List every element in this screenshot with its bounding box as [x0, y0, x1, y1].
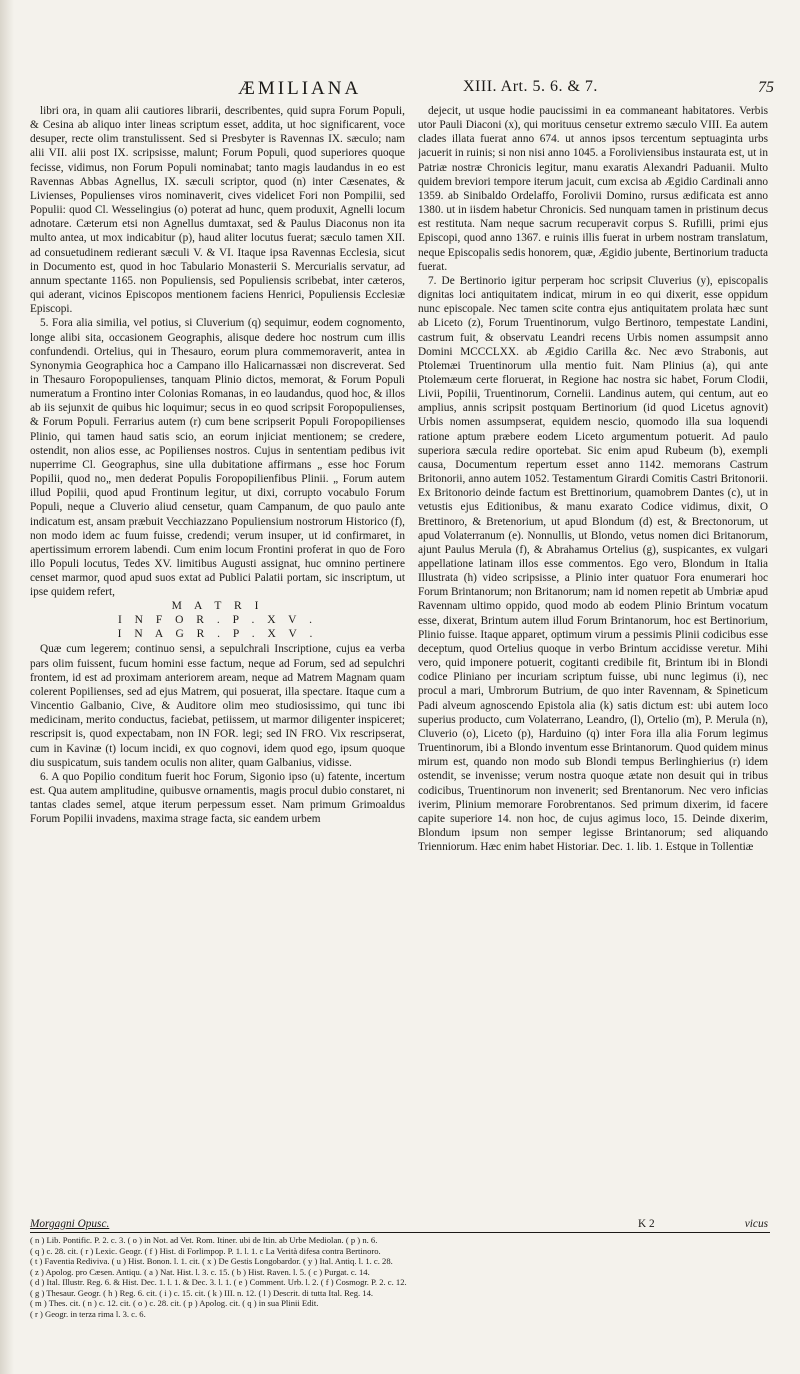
footnote-rule	[30, 1232, 770, 1233]
running-head	[30, 78, 800, 102]
footnote-line: ( r ) Geogr. in terza rima l. 3. c. 6.	[30, 1308, 146, 1319]
footnote-line: ( n ) Lib. Pontific. P. 2. c. 3. ( o ) in Not. ad Vet. Rom. Itiner. ubi de Itin. ab Urbe Mediolan. ( p ) n. 6.	[30, 1235, 378, 1245]
left-paragraph-4: 6. A quo Popilio conditum fuerit hoc Forum, Sigonio ipso (u) fatente, incertum est. Qua autem amplitudine, quibusve ornamentis, magis procul dubio constaret, ni tantas clades semel, atque iterum perpessum esset. Nam primum Grimoaldus Forum Popilii invadens, maxima strage facta, sic eandem urbem	[30, 770, 405, 826]
footnote-line: ( g ) Thesaur. Geogr. ( h ) Reg. 6. cit. ( i ) c. 15. cit. ( k ) III. n. 12. ( l ) Descrit. di tutta Ital. Reg. 14.	[30, 1287, 374, 1298]
left-column	[30, 104, 405, 1228]
page-number: 75	[758, 79, 774, 96]
inscription-line-2: I N F O R . P . X V .	[117, 614, 318, 627]
left-paragraph-2: 5. Fora alia similia, vel potius, si Cluverium (q) sequimur, eodem cognomento, longe alibi sita, occasionem Geographis, alisque dedere hoc nostrum cum illis confundendi. Ortelius, qui in Thesauro, eorum plura commemoraverit, antea in Synonymia Geographica hoc a Campano illo Halicarnassæi non discreverat. Sed in Thesauro Foropopulienses, tanquam Plinio dictos, memorat, & Forum Populi numeratum a Frontino inter Colonias Romanas, in eo laudandus, quod hoc, & illos ab iis sejunxit de quibus hic loquimur; secus in eo quod scripsit Foropopulienses, & Forum Populi. Ferrarius autem (r) cum bene scripserit Populi Foropopilienses Plinio, qui tamen haud satis scio, an eorum injiciat mentionem; se credere, ostendit, non alios esse, ac Popilienses nostros. Cujus in sententiam pedibus ivit nuperrime Cl. Geographus, sine ulla dubitatione affirmans „ esse hoc Forum Popilii, quod no„ men dederat Populis Foropopilienfibus Plinii. „ Forum autem illud Popilii, quod apud Frontinum legitur, ut dixi, corrupto vocabulo Forum Populi, neque a Cluverio aliud censetur, quam Campanum, de quo paulo ante indicatum est, ansam præbuit Vecchiazzano Populiensium nostrorum Historico (f), non modo idem ac fuum fuisse, credendi; verum insuper, ut id confirmaret, in apertissimum errorem labendi. Cum enim locum Frontini proferat in quo de Foro illo Populi locutus, Tedes XV. limitibus Augusti assignat, huc omnino pertinere censet marmor, quod apud suos extat ad Publici Palatii portam, sic inscriptum, ut ipse quidem refert,	[30, 317, 405, 599]
right-column	[418, 104, 768, 1228]
footnote-line: ( q ) c. 28. cit. ( r ) Lexic. Geogr. ( f ) Hist. di Forlimpop. P. 1. l. 1. c La Verità difesa contra Bertinoro.	[30, 1245, 381, 1256]
page-binding-shadow	[0, 0, 14, 1374]
footnote-line: ( z ) Apolog. pro Cæsen. Antiqu. ( a ) Nat. Hist. l. 3. c. 15. ( b ) Hist. Raven. l. 5. ( c ) Purgat. c. 14.	[30, 1266, 370, 1277]
catchword-line	[418, 1218, 768, 1232]
footnote-line: ( m ) Thes. cit. ( n ) c. 12. cit. ( o ) c. 28. cit. ( p ) Apolog. cit. ( q ) in sua Plinii Edit.	[30, 1298, 319, 1308]
footnotes	[30, 1235, 775, 1319]
running-head-title-left: ÆMILIANA	[238, 78, 362, 99]
footnote-line: ( t ) Faventia Rediviva. ( u ) Hist. Bonon. l. 1. cit. ( x ) De Gestis Longobardor. ( y ) Ital. Antiq. l. 1. c. 28.	[30, 1256, 393, 1266]
right-paragraph-2: 7. De Bertinorio igitur perperam hoc scripsit Cluverius (y), episcopalis dignitas loci antiquitatem indicat, mirum in eo qui dixerit, esse oppidum nunc episcopale. Nec tamen scite contra ejus antiquitatem prolata hæc sunt ab Liceto (z), Forum Truentinorum, vulgo Bertinoro, tempestate Landini, castrum fuit, & observatu Leandri recens Urbis nomen assumpsit anno Domini MCCCLXX. ab Ægidio Carilla &c. Nec ævo Strabonis, aut Ptolemæi Truentinorum ulla mentio fuit. Nam Plinius (a), qui ante Ptolemæum certe floruerat, in Regione hac nostra sic habet, Forum Clodii, Livii, Popilii, Truentinorum, Cornelii. Landinus autem, qui centum, aut eo amplius, annis scripsit postquam Bertinorium (id quod Licetus agnovit) Urbis nomen assumpserat, equidem nescio, quomodo illa sua loquendi ratione aptum præbere eodem Liceto argumentum potuerit. Ad paulo superiora sæcula redire oportebat. Sic enim apud Rubeum (b), exempli causa, Documentum repertum esset anno 1142. memorans Castrum Britonorii, anno autem 1052. Testamentum Girardi Comitis Castri Britonorii. Ex Britonorio deinde factum est Brettinorium, quamobrem Dantes (c), ut in vetustis ejus Editionibus, & manu exarato Codice vidimus, dixit, O Brettinoro, & Bretenorium, ut apud Blondum (d) est, & Brectonorum, ut apud Volaterranum (e). Nonnullis, ut Blondo, vetus nomen dici Britanorum, ajunt Paulus Merula (f), & Abrahamus Ortelius (g), suspicantes, ex vulgari appellatione latinam illos esse commentos. Ego vero, Blondum in Italia Illustrata (h) video scripsisse, a Plinio inter quatuor Fora enumerari hoc Forum Brintanorum; non Britanorum; nam id nomen repetit ab Umbriæ apud Ravennam ultimo oppido, quod modo ab eodem Plinio Brintum vocatum esse, dixerat, Brintum autem illud Forum Brintanorum, hoc est Bertinorium, Plinio fuisse. Itaque apparet, optimum virum a pessimis Plinii codicibus esse deceptum, quod Ortelius quoque in verbo Brintum accidisse veretur. Mihi vero, quid imponere potuerit, cogitanti credibile fit, Brintum ibi in Blondi codice Pliniano per incuriam scriptum fuisse, ubi nunc legimus (i), nec procul a mari, Umbrorum Butrium, de quo inter Ravennam, & Spineticum Padi alveum agnoscendo Epistola alia (k) satis dictum est: ubi autem loco superius producto, cum Volaterrano, Leandro, (l), Ortelio (m), P. Merula (n), Cluverio (o), Liceto (p), Harduino (q) inter Fora illa alia Forum legimus Truentinorum, ibi a Blondo inventum esse Brintanorum. Quod quidem minus mirum est, quando non modo sub Blondi tempus Berlinghierius (r) idem ostendit, se invenisse; verum nostra quoque ætate non desuit qui in tribus codicibus, Truentinorum non invenerit; sed Brentanorum. Nec vero inficias iverim, Plinium memorare Forobrentanos. Sed primum dixerim, id facere capite superiore 14. non hoc, de cujus agimus loco, 15. Deinde dixerim, Blondum ipsum non semper legisse Brintanorum; sed aliquando Trienniorum. Hæc enim habet Historiar. Dec. 1. lib. 1. Estque in Tollentiæ	[418, 274, 768, 854]
left-paragraph-3: Quæ cum legerem; continuo sensi, a sepulchrali Inscriptione, cujus ea verba pars olim fuissent, fucum homini esse factum, neque ad Forum, sed ad sepulchri frontem, id est ad proximam anteriorem aream, neque ad Matrem Magnam quam colerent Popilienses, sed ad ejus Matrem, qui posuerat, illa spectare. Itaque cum a Vincentio Galbanio, Cive, & Auditore olim meo studiosissimo, qui tunc ibi medicinam, merito conductus, faciebat, petiissem, ut marmor diligenter inspiceret; rescripsit is, quod expectabam, non IN FOR. legi; sed IN FRO. Vix rescripserat, cum in Kavinæ (t) locum incidi, ex quo cognovi, idem quod ego, ipsum quoque diu suspicatum, suis tandem oculis non aliter, quam Galbanius, vidisse.	[30, 643, 405, 769]
catchword: vicus	[744, 1218, 768, 1230]
left-paragraph-1: libri ora, in quam alii cautiores librarii, describentes, quid supra Forum Populi, & Cesina ab aliquo inter lineas scriptum esset, addita, ut hoc significarent, voce desuper, recte olim transtulissent. Sed si Presbyter is Ravennas IX. sæculo; nam alii VII. alii post IX. scripsisse, malunt; Forum Populi, quod superiores quoque fecisse, vidimus, non Forum Populi nominabat; tanto magis laudandus in eo est Ravennas Abbas Agnellus, IX. sæculi scriptor, quod (n) inter Cæsenates, & Livienses, Populienses viros nominaverit, cives videlicet Fori non Pompilii, sed Populii: quod Cl. Wesselingius (o) poterat ad hunc, quem produxit, Agnelli locum adnotare. Cæterum etsi non Agnellus dumtaxat, sed & Paulus Diaconus non ita multo antea, ut mox indicabitur (p), haud aliter locutus fuerat; sæculo tamen XII. ad consuetudinem redierant sæculi V. & VI. Itaque ipsa Ravennas Ecclesia, sicut in Documento est, quod in hoc Tabulario Monasterii S. Mercurialis servatur, ad annum spectante 1165. non Populiensis, sed Populiensis scribebat, inter cæteros, qui aderant, vicinos Episcopos mentionem faciens Henrici, Populiensis Ecclesiæ Episcopi.	[30, 105, 405, 316]
footnote-line: ( d ) Ital. Illustr. Reg. 6. & Hist. Dec. 1. l. 1. & Dec. 3. l. 1. ( e ) Comment. Urb. l. 2. ( f ) Cosmogr. P. 2. c. 12.	[30, 1277, 407, 1287]
catchword-author: Morgagni Opusc.	[30, 1218, 110, 1230]
signature-mark: K 2	[638, 1218, 655, 1230]
running-head-title-right: XIII. Art. 5. 6. & 7.	[463, 78, 598, 95]
right-paragraph-1: dejecit, ut usque hodie paucissimi in ea commaneant habitatores. Verbis utor Pauli Diaconi (x), qui morituus censetur extremo sæculo VIII. Ea autem clades illata fuerat anno 674. ut annos ipsos tercentum septuaginta urbs jacuerit in ruinis; si non nisi anno 1045. a Foroliviensibus instaurata est, ut in Patriæ nostræ Chronicis legitur, manu exaratis Alexandri Paduanii. Multo quidem breviori tempore iterum jacuit, cum excisa ab Ægidio Cardinali anno 1359. ab Sinibaldo Ordelaffo, Forolivii Domino, rursus ædificata est anno 1380. ut in iisdem habetur Chronicis. Sed nunquam tamen in pristinum decus est restituta. Nam neque sacrum recuperavit corpus S. Rufilli, primi ejus Episcopi, quod anno 1367. e ruinis illis fuerat in urbem nostram translatum, neque Episcopalis sedis honorem, quæ, Ægidio jubente, Bertinorium traducta fuerat.	[418, 105, 768, 273]
inscription-line-1: M A T R I	[171, 600, 264, 613]
inscription-line-3: I N A G R . P . X V .	[117, 628, 318, 641]
